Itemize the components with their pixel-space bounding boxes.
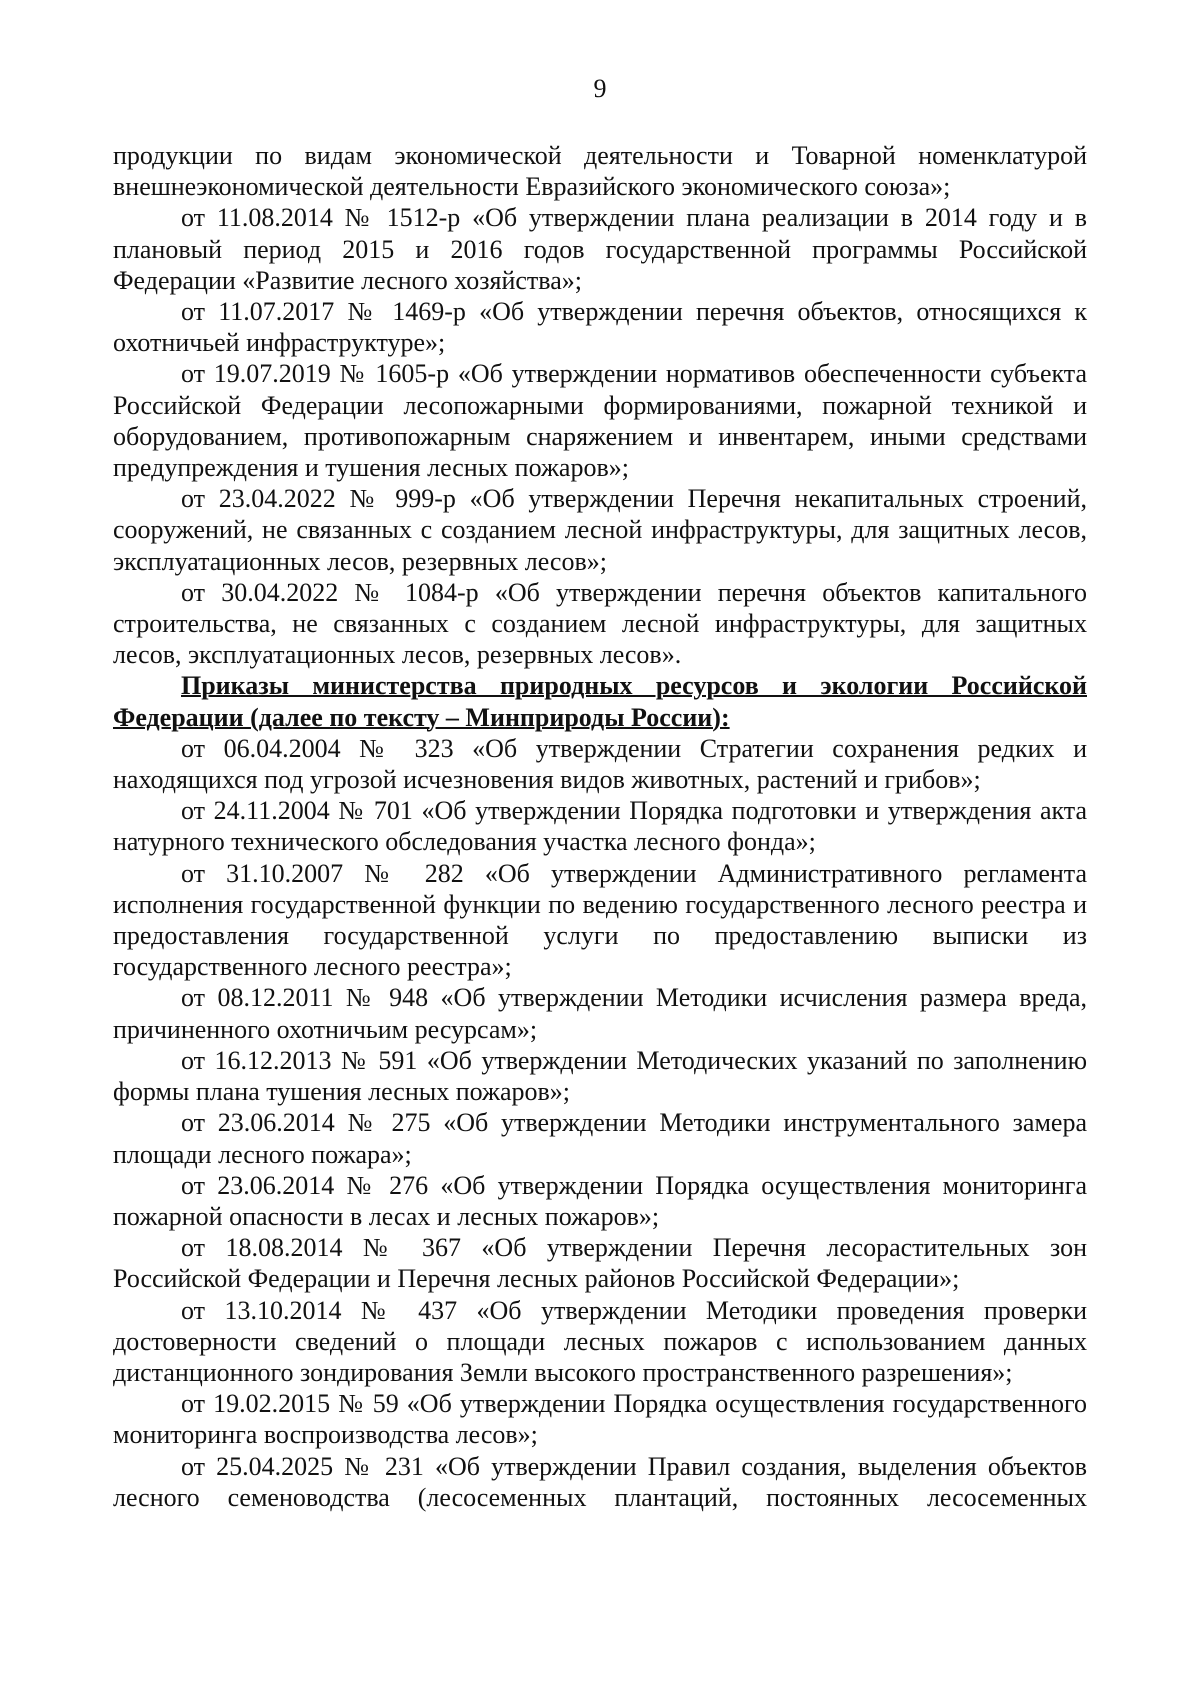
document-body bbox=[113, 140, 1087, 1513]
paragraph-order-231: от 25.04.2025 № 231 «Об утверждении Правил создания, выделения объектов лесного семеноводства (лесосеменных плантаций, постоянных лесосеменных bbox=[113, 1451, 1087, 1512]
paragraph-order-701: от 24.11.2004 № 701 «Об утверждении Порядка подготовки и утверждения акта натурного технического обследования участка лесного фонда»; bbox=[113, 796, 1087, 857]
paragraph-order-367: от 18.08.2014 № 367 «Об утверждении Перечня лесорастительных зон Российской Федерации и Перечня лесных районов Российской Федерации»; bbox=[113, 1233, 1087, 1294]
paragraph-order-437: от 13.10.2014 № 437 «Об утверждении Методики проведения проверки достоверности сведений о площади лесных пожаров с использованием данных дистанционного зондирования Земли высокого пространственного разрешения»; bbox=[113, 1295, 1087, 1387]
paragraph-order-1469: от 11.07.2017 № 1469-р «Об утверждении перечня объектов, относящихся к охотничьей инфраструктуре»; bbox=[113, 297, 1087, 358]
paragraph-order-282: от 31.10.2007 № 282 «Об утверждении Административного регламента исполнения государственной функции по ведению государственного лесного реестра и предоставления государственной услуги по предоставлению выписки из государственного лесного реестра»; bbox=[113, 858, 1087, 982]
paragraph-order-59: от 19.02.2015 № 59 «Об утверждении Порядка осуществления государственного мониторинга воспроизводства лесов»; bbox=[113, 1389, 1087, 1450]
paragraph-order-276: от 23.06.2014 № 276 «Об утверждении Порядка осуществления мониторинга пожарной опасности в лесах и лесных пожаров»; bbox=[113, 1170, 1087, 1231]
paragraph-order-275: от 23.06.2014 № 275 «Об утверждении Методики инструментального замера площади лесного пожара»; bbox=[113, 1108, 1087, 1169]
paragraph-order-1605: от 19.07.2019 № 1605-р «Об утверждении нормативов обеспеченности субъекта Российской Федерации лесопожарными формированиями, пожарной техникой и оборудованием, противопожарным снаряжением и инвентарем, иными средствами предупреждения и тушения лесных пожаров»; bbox=[113, 359, 1087, 483]
paragraph-order-591: от 16.12.2013 № 591 «Об утверждении Методических указаний по заполнению формы плана тушения лесных пожаров»; bbox=[113, 1045, 1087, 1107]
paragraph-order-1512: от 11.08.2014 № 1512-р «Об утверждении плана реализации в 2014 году и в плановый период 2015 и 2016 годов государственной программы Российской Федерации «Развитие лесного хозяйства»; bbox=[113, 203, 1087, 295]
paragraph-order-999: от 23.04.2022 № 999-р «Об утверждении Перечня некапитальных строений, сооружений, не связанных с созданием лесной инфраструктуры, для защитных лесов, эксплуатационных лесов, резервных лесов»; bbox=[113, 484, 1087, 576]
paragraph-order-323: от 06.04.2004 № 323 «Об утверждении Стратегии сохранения редких и находящихся под угрозой исчезновения видов животных, растений и грибов»; bbox=[113, 733, 1087, 795]
paragraph-order-948: от 08.12.2011 № 948 «Об утверждении Методики исчисления размера вреда, причиненного охотничьим ресурсам»; bbox=[113, 983, 1087, 1044]
paragraph-continuation: продукции по видам экономической деятельности и Товарной номенклатурой внешнеэкономической деятельности Евразийского экономического союза»; bbox=[113, 141, 1087, 202]
section-heading-minprirody: Приказы министерства природных ресурсов и экологии Российской Федерации (далее по тексту – Минприроды России): bbox=[113, 671, 1087, 732]
page-number: 9 bbox=[593, 74, 607, 103]
paragraph-order-1084: от 30.04.2022 № 1084-р «Об утверждении перечня объектов капитального строительства, не связанных с созданием лесной инфраструктуры, для защитных лесов, эксплуатационных лесов, резервных лесов». bbox=[113, 577, 1087, 670]
